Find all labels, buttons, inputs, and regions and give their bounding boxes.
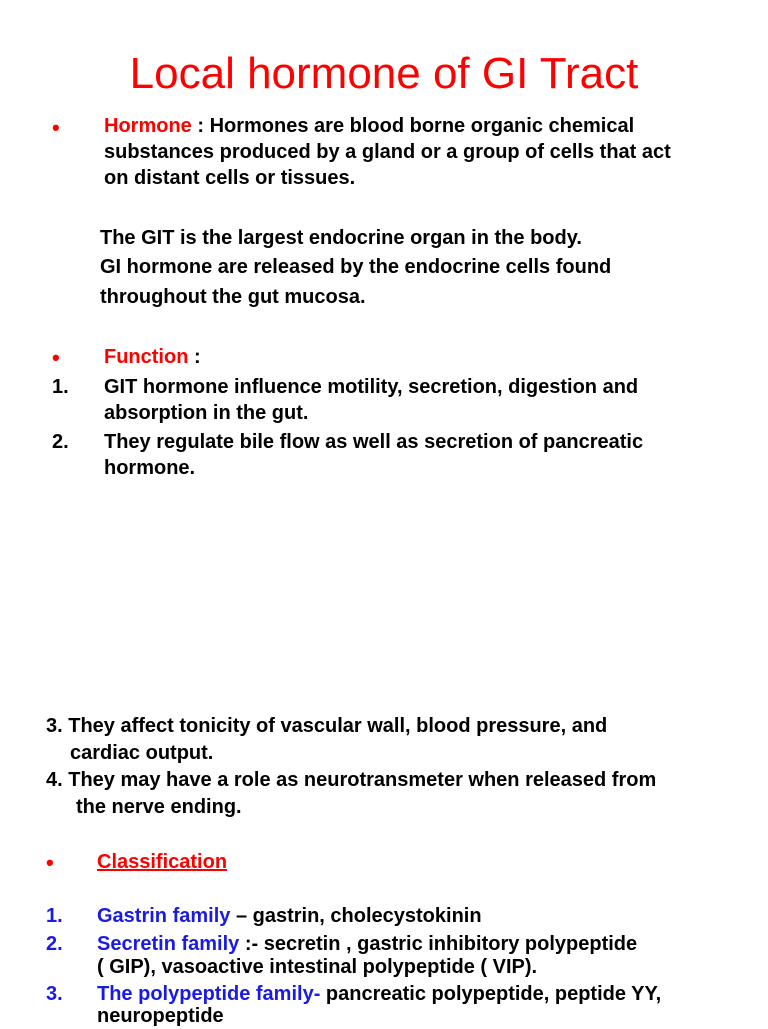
hormone-line-1: [104, 113, 634, 139]
bullet-function: •: [52, 345, 60, 370]
hormone-text-2: substances produced by a gland or a group of cells that act: [104, 141, 671, 163]
function-heading: [104, 344, 201, 370]
classification-item-1: [97, 903, 482, 929]
classification-item-1-number: 1.: [46, 905, 63, 927]
hormone-sep: :: [191, 115, 210, 137]
classification-heading: Classification: [97, 851, 228, 873]
function-item-2-line-1: They regulate bile flow as well as secretion of pancreatic: [104, 431, 644, 453]
polypeptide-family-members-cont: neuropeptide: [97, 1005, 224, 1027]
continued-line-3: 4. They may have a role as neurotransmeter when released from: [46, 769, 657, 791]
git-para-line-2: GI hormone are released by the endocrine cells found: [100, 256, 612, 278]
gastrin-family-label: Gastrin family: [97, 905, 231, 927]
function-label: Function: [104, 346, 189, 368]
hormone-label: Hormone: [104, 115, 192, 137]
bullet-hormone: •: [52, 115, 60, 140]
function-item-1-number: 1.: [52, 376, 69, 398]
function-item-1-line-2: absorption in the gut.: [104, 402, 309, 424]
polypeptide-family-label: The polypeptide family-: [97, 983, 321, 1005]
hormone-text-3: on distant cells or tissues.: [104, 167, 356, 189]
continued-line-1: 3. They affect tonicity of vascular wall, blood pressure, and: [46, 715, 608, 737]
page-title: Local hormone of GI Tract: [129, 49, 639, 98]
function-sep: :: [188, 346, 201, 368]
bullet-classification: •: [46, 850, 54, 875]
continued-line-4: the nerve ending.: [76, 796, 242, 818]
polypeptide-family-members: pancreatic polypeptide, peptide YY,: [320, 983, 662, 1005]
classification-item-3-number: 3.: [46, 983, 63, 1005]
classification-item-2-number: 2.: [46, 933, 63, 955]
function-item-1-line-1: GIT hormone influence motility, secretion, digestion and: [104, 376, 639, 398]
function-item-2-number: 2.: [52, 431, 69, 453]
secretin-family-label: Secretin family: [97, 933, 240, 955]
function-item-2-line-2: hormone.: [104, 457, 196, 479]
hormone-text-1: Hormones are blood borne organic chemical: [209, 115, 635, 137]
gastrin-family-members: – gastrin, cholecystokinin: [230, 905, 482, 927]
git-para-line-3: throughout the gut mucosa.: [100, 286, 366, 308]
secretin-family-members: :- secretin , gastric inhibitory polypeptide: [239, 933, 638, 955]
continued-line-2: cardiac output.: [70, 742, 214, 764]
git-para-line-1: The GIT is the largest endocrine organ in the body.: [100, 227, 582, 249]
secretin-family-members-cont: ( GIP), vasoactive intestinal polypeptide ( VIP).: [97, 956, 538, 978]
